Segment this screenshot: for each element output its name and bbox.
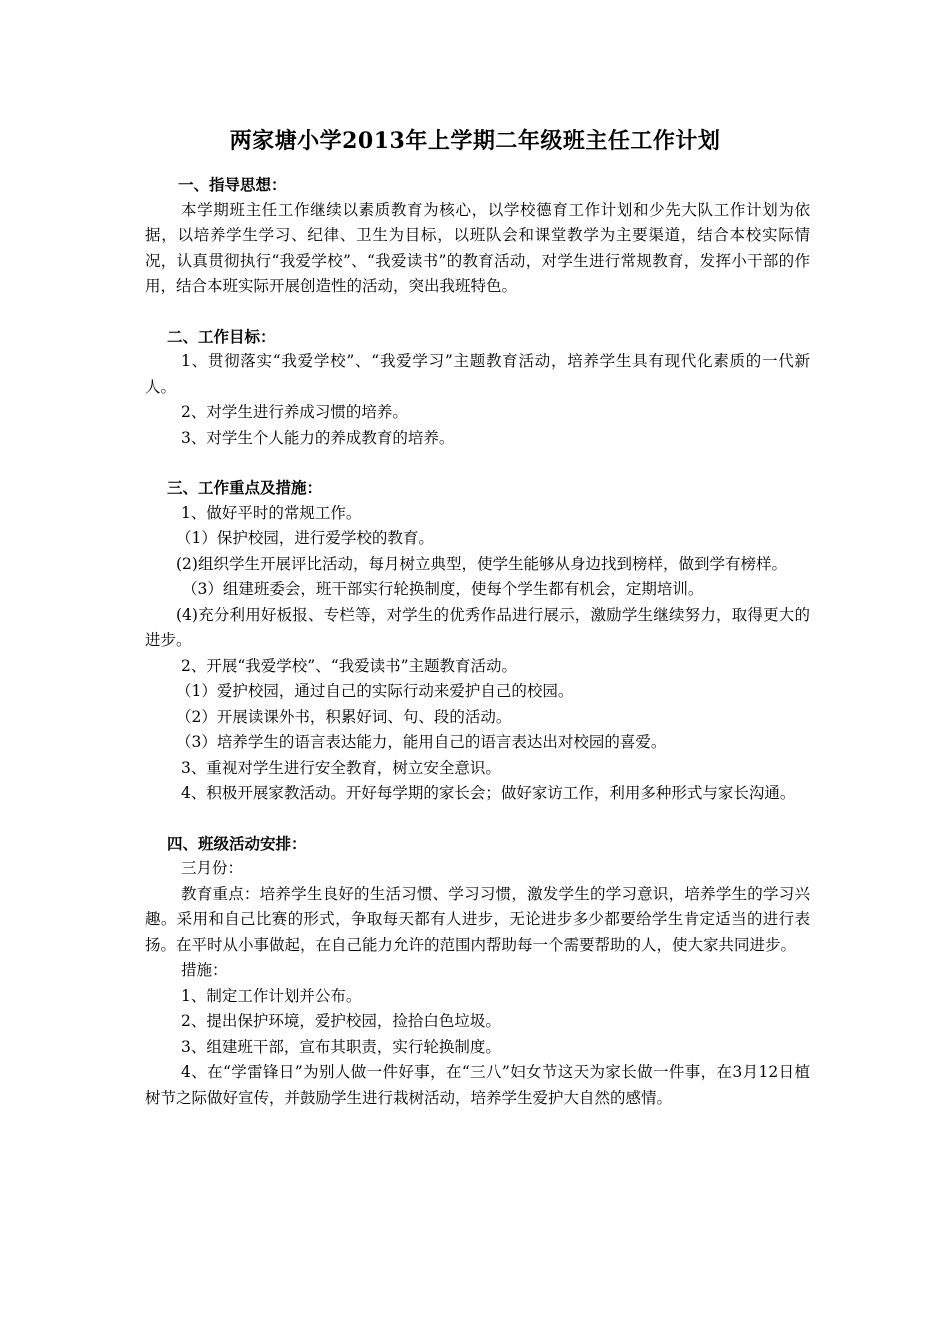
list-item: 措施：: [181, 961, 228, 979]
spacer: [145, 300, 810, 324]
list-item: 三月份：: [181, 859, 244, 877]
paragraph: 本学期班主任工作继续以素质教育为核心，以学校德育工作计划和少先大队工作计划为依据，以培养学生学习、纪律、卫生为目标，以班队会和课堂教学为主要渠道，结合本校实际情况，认真贯彻执行“我爱学校”、“我爱读书”的教育活动，对学生进行常规教育，发挥小干部的作用，结合本班实际开展创造性的活动，突出我班特色。: [145, 200, 810, 295]
list-item: 1、做好平时的常规工作。: [181, 503, 362, 522]
list-item: 2、开展“我爱学校”、“我爱读书”主题教育活动。: [181, 656, 518, 675]
paragraph: 教育重点：培养学生良好的生活习惯、学习习惯，激发学生的学习意识，培养学生的学习兴趣。采用和自己比赛的形式，争取每天都有人进步，无论进步多少都要给学生肯定适当的进行表扬。在平时从小事做起，在自己能力允许的范围内帮助每一个需要帮助的人，使大家共同进步。: [145, 884, 810, 954]
list-item: （1）爱护校园，通过自己的实际行动来爱护自己的校园。: [176, 682, 574, 700]
spacer: [145, 807, 810, 831]
list-item: 3、对学生个人能力的养成教育的培养。: [181, 428, 455, 447]
document-body: [145, 172, 810, 1111]
list-item: （3）培养学生的语言表达能力，能用自己的语言表达出对校园的喜爱。: [176, 733, 667, 751]
section-heading-guiding-thought: 一、指导思想：: [178, 175, 287, 194]
section-heading-work-goals: 二、工作目标：: [167, 326, 276, 346]
list-item: 2、对学生进行养成习惯的培养。: [181, 403, 408, 421]
list-item: (4)充分利用好板报、专栏等，对学生的优秀作品进行展示，激励学生继续努力，取得更大的进步。: [145, 605, 810, 649]
list-item: 4、在“学雷锋日”为别人做一件好事，在“三八”妇女节这天为家长做一件事，在3月12日植树节之际做好宣传，并鼓励学生进行栽树活动，培养学生爱护大自然的感情。: [145, 1063, 810, 1107]
list-item: (2)组织学生开展评比活动，每月树立典型，使学生能够从身边找到榜样，做到学有榜样。: [176, 554, 787, 573]
list-item: 4、积极开展家教活动。开好每学期的家长会；做好家访工作，利用多种形式与家长沟通。: [181, 784, 796, 802]
document-title: 两家塘小学2013年上学期二年级班主任工作计划: [229, 128, 721, 154]
section-heading-key-measures: 三、工作重点及措施：: [167, 478, 323, 497]
list-item: （3）组建班委会，班干部实行轮换制度，使每个学生都有机会，定期培训。: [182, 580, 704, 598]
spacer: [145, 451, 810, 475]
list-item: （1）保护校园，进行爱学校的教育。: [176, 529, 434, 547]
list-item: （2）开展读课外书，积累好词、句、段的活动。: [176, 707, 512, 726]
list-item: 1、制定工作计划并公布。: [181, 986, 362, 1005]
list-item: 3、组建班干部，宣布其职责，实行轮换制度。: [181, 1037, 501, 1056]
list-item: 1、贯彻落实“我爱学校”、“我爱学习”主题教育活动，培养学生具有现代化素质的一代新人。: [145, 352, 810, 396]
section-heading-class-activities: 四、班级活动安排：: [167, 833, 307, 853]
list-item: 3、重视对学生进行安全教育，树立安全意识。: [181, 758, 501, 777]
list-item: 2、提出保护环境，爱护校园，捡拾白色垃圾。: [181, 1012, 501, 1030]
